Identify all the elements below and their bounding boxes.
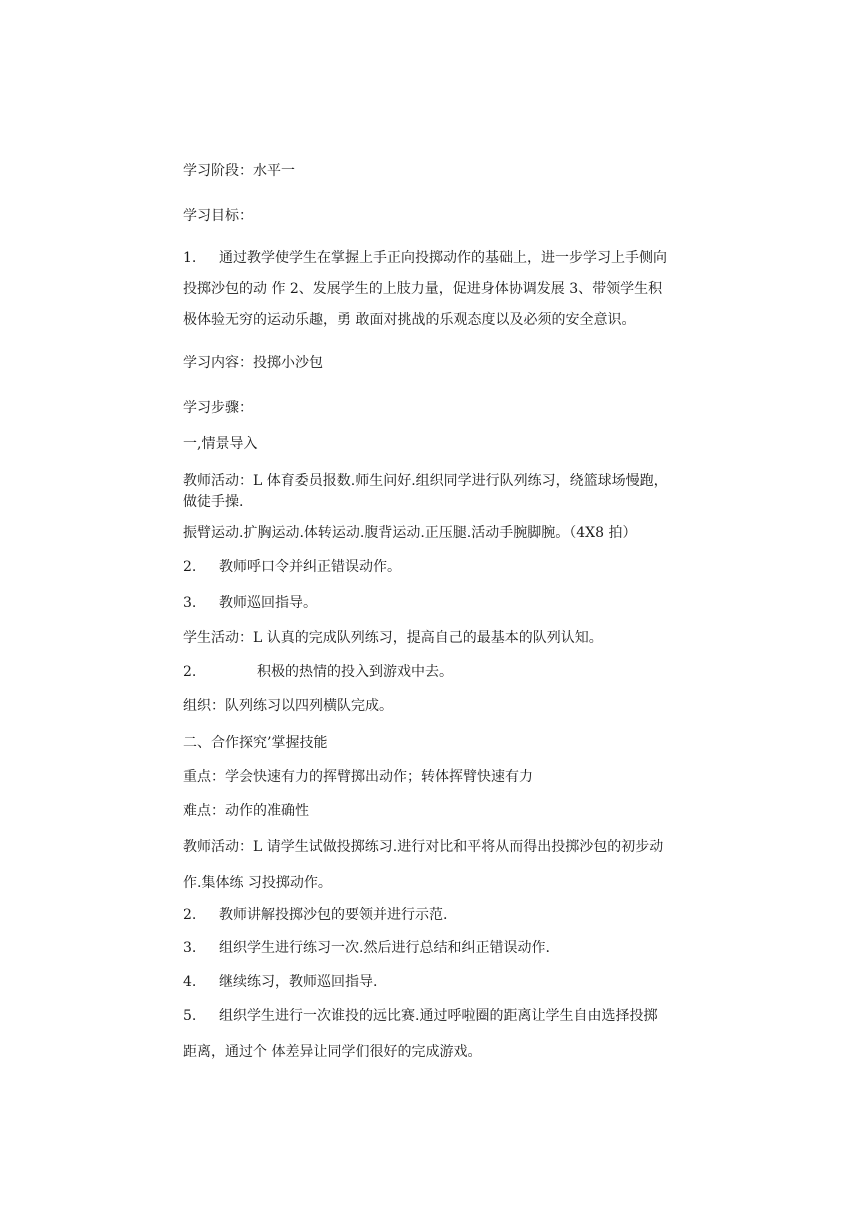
learning-stage: 学习阶段：水平一 xyxy=(183,163,295,179)
list-text: 组织学生进行练习一次.然后进行总结和纠正错误动作. xyxy=(219,940,550,956)
key-point: 重点：学会快速有力的挥臂掷出动作；转体挥臂快速有力 xyxy=(183,769,533,785)
list-number: 2. xyxy=(183,559,197,575)
teacher-activity-1-line-3: 振臂运动.扩胸运动.体转运动.腹背运动.正压腿.活动手腕脚腕。（4X8 拍） xyxy=(183,525,637,541)
list-text: 教师呼口令并纠正错误动作。 xyxy=(219,559,401,575)
teacher-activity-2-item-5-line-2: 距离，通过个 体差异让同学们很好的完成游戏。 xyxy=(183,1044,482,1060)
organization-1: 组织：队列练习以四列横队完成。 xyxy=(183,698,393,714)
list-number: 4. xyxy=(183,974,197,990)
teacher-activity-2-item-4 xyxy=(183,973,377,991)
goal-line-2: 投掷沙包的动 作 2、发展学生的上肢力量，促进身体协调发展 3、带领学生积 xyxy=(183,281,663,297)
learning-content: 学习内容：投掷小沙包 xyxy=(183,355,323,371)
teacher-activity-1-line-1: 教师活动：L 体育委员报数.师生问好.组织同学进行队列练习，绕篮球场慢跑， xyxy=(183,473,668,489)
student-activity-1: 学生活动：L 认真的完成队列练习，提高自己的最基本的队列认知。 xyxy=(183,630,603,646)
goal-line-1: 通过教学使学生在掌握上手正向投掷动作的基础上，进一步学习上手侧向 xyxy=(219,250,667,266)
teacher-activity-1-item-3 xyxy=(183,594,317,612)
difficulty: 难点：动作的准确性 xyxy=(183,803,309,819)
teacher-activity-2-line-2: 作.集体练 习投掷动作。 xyxy=(183,875,332,891)
list-text: 积极的热情的投入到游戏中去。 xyxy=(257,664,453,680)
goal-item-number: 1. xyxy=(183,250,197,266)
list-number: 3. xyxy=(183,940,197,956)
teacher-activity-2-item-3 xyxy=(183,939,550,957)
goal-item-1 xyxy=(183,249,667,267)
list-number: 2. xyxy=(183,907,197,923)
list-number: 5. xyxy=(183,1008,197,1024)
list-text: 教师讲解投掷沙包的要领并进行示范. xyxy=(219,907,448,923)
student-activity-1-item-2 xyxy=(183,663,453,681)
learning-steps-heading: 学习步骤： xyxy=(183,400,253,416)
list-text: 组织学生进行一次谁投的远比赛.通过呼啦圈的距离让学生自由选择投掷 xyxy=(219,1008,658,1024)
teacher-activity-2-item-5 xyxy=(183,1007,657,1025)
section-1-title: 一,情景导入 xyxy=(183,436,258,452)
teacher-activity-1-line-2: 做徒手操. xyxy=(183,494,244,510)
teacher-activity-2-line-1: 教师活动：L 请学生试做投掷练习.进行对比和平将从而得出投掷沙包的初步动 xyxy=(183,839,664,855)
list-text: 教师巡回指导。 xyxy=(219,595,317,611)
teacher-activity-1-item-2 xyxy=(183,558,401,576)
teacher-activity-2-item-2 xyxy=(183,906,447,924)
list-text: 继续练习，教师巡回指导. xyxy=(219,974,378,990)
list-number: 2. xyxy=(183,664,197,680)
learning-goals-heading: 学习目标： xyxy=(183,208,253,224)
goal-line-3: 极体验无穷的运动乐趣，勇 敢面对挑战的乐观态度以及必须的安全意识。 xyxy=(183,312,636,328)
section-2-title: 二、合作探究’掌握技能 xyxy=(183,735,328,751)
list-number: 3. xyxy=(183,595,197,611)
